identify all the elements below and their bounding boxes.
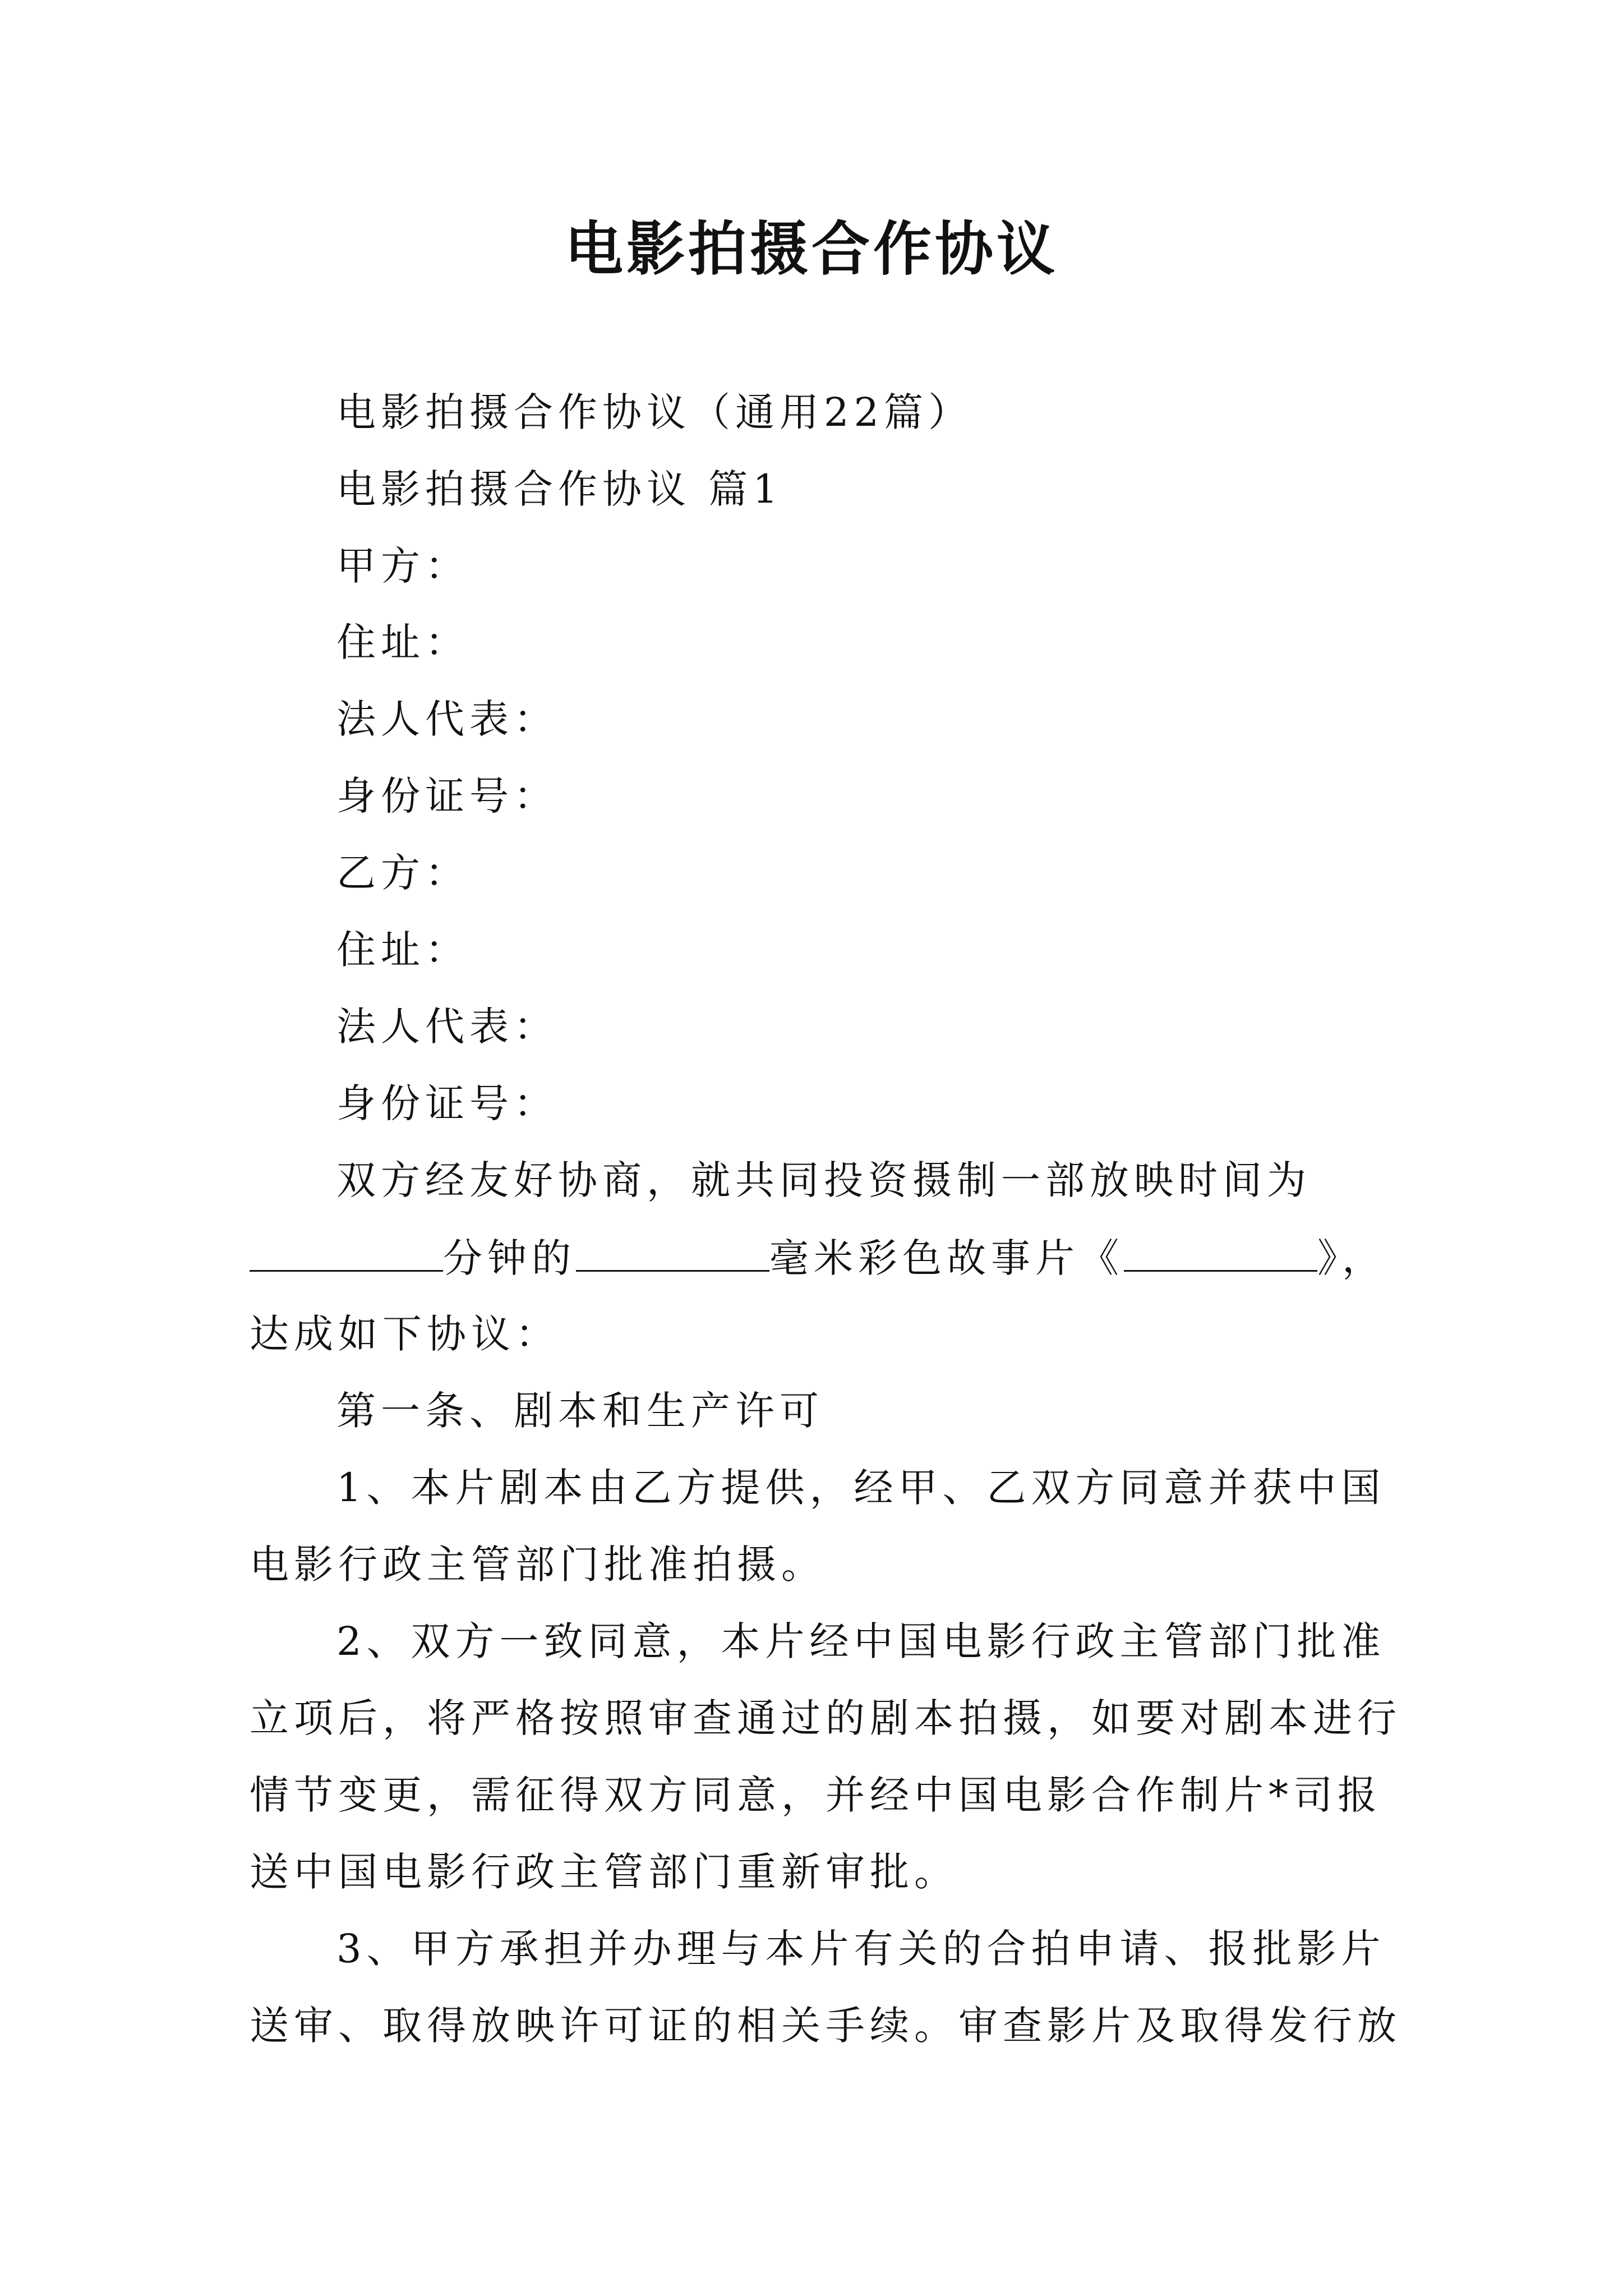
film-close: 》， [1317,1235,1386,1281]
minutes-blank [250,1237,443,1272]
party-a-label: 甲方： [336,543,469,589]
clause-1-line-2: 电影行政主管部门批准拍摄。 [250,1542,826,1588]
subtitle: 电影拍摄合作协议（通用22篇） [336,389,973,435]
party-a-id: 身份证号： [336,773,558,819]
intro-line-2 [250,1235,1386,1281]
party-b-label: 乙方： [336,850,469,896]
party-b-address: 住址： [336,927,469,973]
clause-2-line-4: 送中国电影行政主管部门重新审批。 [250,1849,958,1895]
party-b-rep: 法人代表： [336,1004,558,1050]
part-heading: 电影拍摄合作协议 篇1 [336,466,783,512]
clause-3-line-2: 送审、取得放映许可证的相关手续。审查影片及取得发行放 [250,2003,1401,2049]
minutes-label: 分钟的 [443,1235,576,1281]
film-label: 毫米彩色故事片《 [769,1235,1124,1281]
clause-2-line-2: 立项后，将严格按照审查通过的剧本拍摄，如要对剧本进行 [250,1695,1401,1741]
film-title-blank [1124,1237,1317,1272]
clause-2-line-3: 情节变更，需征得双方同意，并经中国电影合作制片*司报 [250,1772,1382,1818]
clause-2-line-1: 2、双方一致同意，本片经中国电影行政主管部门批准 [336,1618,1386,1664]
article-1-heading: 第一条、剧本和生产许可 [336,1388,824,1434]
party-a-rep: 法人代表： [336,696,558,742]
intro-line-3: 达成如下协议： [250,1311,560,1357]
clause-3-line-1: 3、甲方承担并办理与本片有关的合拍申请、报批影片 [336,1926,1386,1972]
clause-1-line-1: 1、本片剧本由乙方提供，经甲、乙双方同意并获中国 [336,1465,1386,1511]
party-a-address: 住址： [336,619,469,665]
intro-line-1: 双方经友好协商，就共同投资摄制一部放映时间为 [336,1157,1311,1203]
mm-blank [576,1237,769,1272]
party-b-id: 身份证号： [336,1080,558,1126]
document-title: 电影拍摄合作协议 [564,215,1058,283]
